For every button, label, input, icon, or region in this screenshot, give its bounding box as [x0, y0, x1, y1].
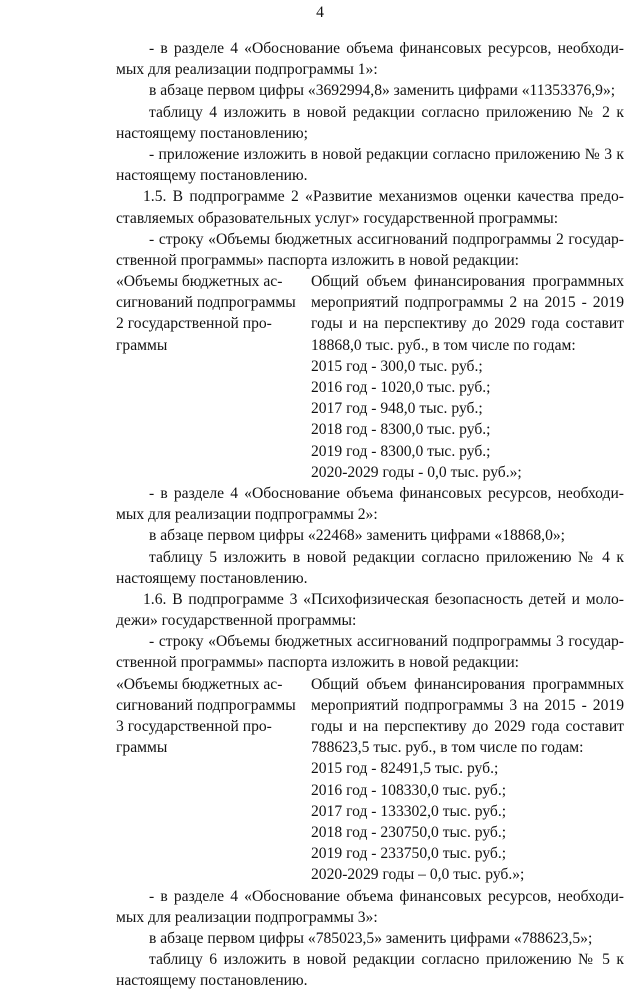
text-line: в абзаце первом цифры «785023,5» заменить цифрами «788623,5»;	[116, 928, 624, 949]
text-line: - строку «Объемы бюджетных ассигнований подпрограммы 3 государ-	[116, 631, 624, 652]
text-line: ставляемых образовательных услуг» государственной программы:	[116, 208, 624, 229]
table-label-line: сигнований подпрограммы	[116, 695, 301, 716]
table-value-line: мероприятий подпрограммы 3 на 2015 - 2019	[311, 695, 624, 716]
table-value-line: 2018 год - 230750,0 тыс. руб.;	[311, 822, 624, 843]
table-label-line: 2 государственной про-	[116, 313, 301, 334]
text-line: настоящему постановлению.	[116, 165, 624, 186]
text-line: настоящему постановлению.	[116, 568, 624, 589]
text-line: в абзаце первом цифры «3692994,8» заменить цифрами «11353376,9»;	[116, 80, 624, 101]
table-label-line: 3 государственной про-	[116, 716, 301, 737]
table-label-line: граммы	[116, 737, 301, 758]
table-label-line: граммы	[116, 335, 301, 356]
budget-table-subprogram-2	[116, 271, 624, 483]
table-label-line: «Объемы бюджетных ас-	[116, 271, 301, 292]
table-value-line: 2019 год - 233750,0 тыс. руб.;	[311, 843, 624, 864]
table-value-line: 2020-2029 годы – 0,0 тыс. руб.»;	[311, 864, 624, 885]
table-label-line: «Объемы бюджетных ас-	[116, 674, 301, 695]
page-number: 4	[0, 4, 640, 22]
table-value-line: 2018 год - 8300,0 тыс. руб.;	[311, 419, 624, 440]
text-line: - приложение изложить в новой редакции согласно приложению № 3 к	[116, 144, 624, 165]
section-paragraphs-bottom	[116, 886, 624, 991]
text-line: таблицу 6 изложить в новой редакции согласно приложению № 5 к	[116, 949, 624, 970]
text-line: мых для реализации подпрограммы 3»:	[116, 907, 624, 928]
text-line: настоящему постановлению.	[116, 970, 624, 991]
table-label-column	[116, 674, 301, 886]
table-value-line: 2016 год - 1020,0 тыс. руб.;	[311, 377, 624, 398]
table-value-line: годы и на перспективу до 2029 года составит	[311, 313, 624, 334]
text-line: 1.6. В подпрограмме 3 «Психофизическая безопасность детей и моло-	[116, 589, 624, 610]
text-line: в абзаце первом цифры «22468» заменить цифрами «18868,0»;	[116, 525, 624, 546]
text-line: мых для реализации подпрограммы 1»:	[116, 59, 624, 80]
text-line: - строку «Объемы бюджетных ассигнований подпрограммы 2 государ-	[116, 229, 624, 250]
table-value-line: Общий объем финансирования программных	[311, 674, 624, 695]
section-paragraphs-top	[116, 38, 624, 271]
table-value-line: 2015 год - 300,0 тыс. руб.;	[311, 356, 624, 377]
text-line: - в разделе 4 «Обоснование объема финансовых ресурсов, необходи-	[116, 38, 624, 59]
text-line: 1.5. В подпрограмме 2 «Развитие механизмов оценки качества предо-	[116, 186, 624, 207]
text-line: таблицу 4 изложить в новой редакции согласно приложению № 2 к	[116, 102, 624, 123]
text-line: - в разделе 4 «Обоснование объема финансовых ресурсов, необходи-	[116, 483, 624, 504]
table-value-column	[311, 674, 624, 886]
table-value-line: 2015 год - 82491,5 тыс. руб.;	[311, 758, 624, 779]
table-value-line: 18868,0 тыс. руб., в том числе по годам:	[311, 335, 624, 356]
text-line: настоящему постановлению;	[116, 123, 624, 144]
table-value-line: 2017 год - 133302,0 тыс. руб.;	[311, 801, 624, 822]
table-label-line: сигнований подпрограммы	[116, 292, 301, 313]
table-value-line: 2016 год - 108330,0 тыс. руб.;	[311, 780, 624, 801]
table-value-line: 2020-2029 годы - 0,0 тыс. руб.»;	[311, 462, 624, 483]
page-content	[116, 38, 624, 991]
table-value-line: 2017 год - 948,0 тыс. руб.;	[311, 398, 624, 419]
section-paragraphs-middle	[116, 483, 624, 674]
text-line: - в разделе 4 «Обоснование объема финансовых ресурсов, необходи-	[116, 886, 624, 907]
budget-table-subprogram-3	[116, 674, 624, 886]
table-value-line: 788623,5 тыс. руб., в том числе по годам:	[311, 737, 624, 758]
table-value-column	[311, 271, 624, 483]
text-line: таблицу 5 изложить в новой редакции согласно приложению № 4 к	[116, 547, 624, 568]
table-value-line: мероприятий подпрограммы 2 на 2015 - 2019	[311, 292, 624, 313]
text-line: дежи» государственной программы:	[116, 610, 624, 631]
text-line: мых для реализации подпрограммы 2»:	[116, 504, 624, 525]
table-value-line: годы и на перспективу до 2029 года составит	[311, 716, 624, 737]
table-value-line: Общий объем финансирования программных	[311, 271, 624, 292]
table-label-column	[116, 271, 301, 483]
text-line: ственной программы» паспорта изложить в новой редакции:	[116, 250, 624, 271]
text-line: ственной программы» паспорта изложить в новой редакции:	[116, 652, 624, 673]
table-value-line: 2019 год - 8300,0 тыс. руб.;	[311, 441, 624, 462]
